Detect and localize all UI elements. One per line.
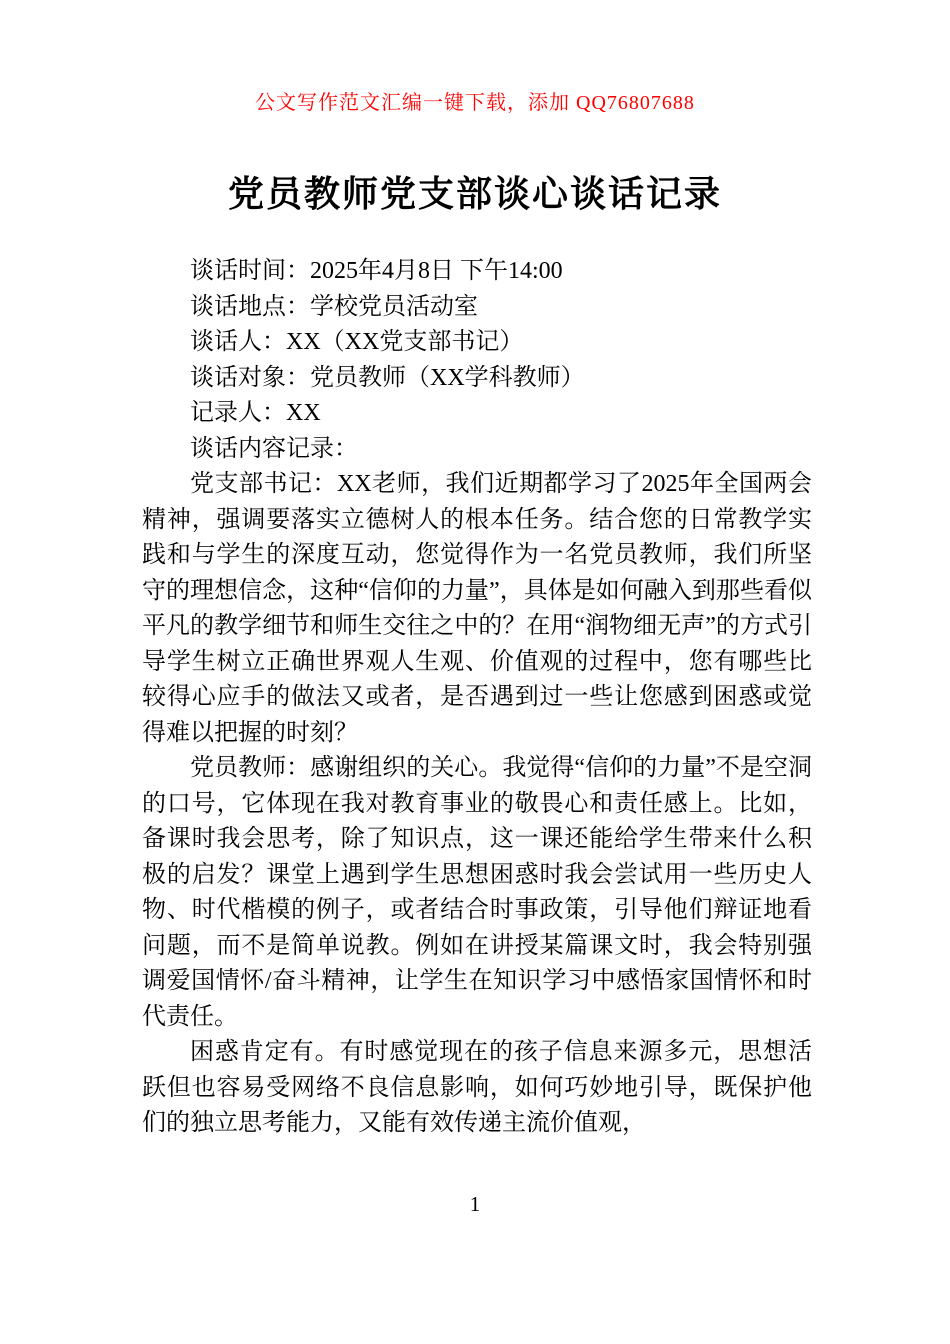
document-title: 党员教师党支部谈心谈话记录 bbox=[227, 173, 722, 214]
meta-line: 谈话对象：党员教师（XX学科教师） bbox=[190, 364, 585, 391]
header-notice: 公文写作范文汇编一键下载，添加 QQ76807688 bbox=[255, 92, 695, 114]
paragraph: 困惑肯定有。有时感觉现在的孩子信息来源多元，思想活跃但也容易受网络不良信息影响，如何巧妙地引导，既保护他们的独立思考能力，又能有效传递主流价值观， bbox=[142, 1039, 812, 1136]
meta-line: 谈话人：XX（XX党支部书记） bbox=[190, 329, 524, 355]
paragraph: 党员教师：感谢组织的关心。我觉得“信仰的力量”不是空洞的口号，它体现在我对教育事业的敬畏心和责任感上。比如，备课时我会思考，除了知识点，这一课还能给学生带来什么积极的启发？课堂上遇到学生思想困惑时我会尝试用一些历史人物、时代楷模的例子，或者结合时事政策，引导他们辩证地看问题，而不是简单说教。例如在讲授某篇课文时，我会特别强调爱国情怀/奋斗精神，让学生在知识学习中感悟家国情怀和时代责任。 bbox=[142, 755, 812, 1030]
meta-line: 记录人：XX bbox=[190, 400, 321, 426]
meta-line: 谈话地点：学校党员活动室 bbox=[190, 293, 478, 320]
paragraph: 党支部书记：XX老师，我们近期都学习了2025年全国两会精神，强调要落实立德树人的根本任务。结合您的日常教学实践和与学生的深度互动，您觉得作为一名党员教师，我们所坚守的理想信念，这种“信仰的力量”，具体是如何融入到那些看似平凡的教学细节和师生交往之中的？在用“润物细无声”的方式引导学生树立正确世界观人生观、价值观的过程中，您有哪些比较得心应手的做法又或者，是否遇到过一些让您感到困惑或觉得难以把握的时刻？ bbox=[142, 471, 812, 746]
page-number: 1 bbox=[469, 1192, 481, 1216]
document-body bbox=[142, 254, 812, 1142]
meta-line: 谈话时间：2025年4月8日 下午14:00 bbox=[190, 258, 563, 284]
meta-line: 谈话内容记录： bbox=[190, 435, 358, 462]
